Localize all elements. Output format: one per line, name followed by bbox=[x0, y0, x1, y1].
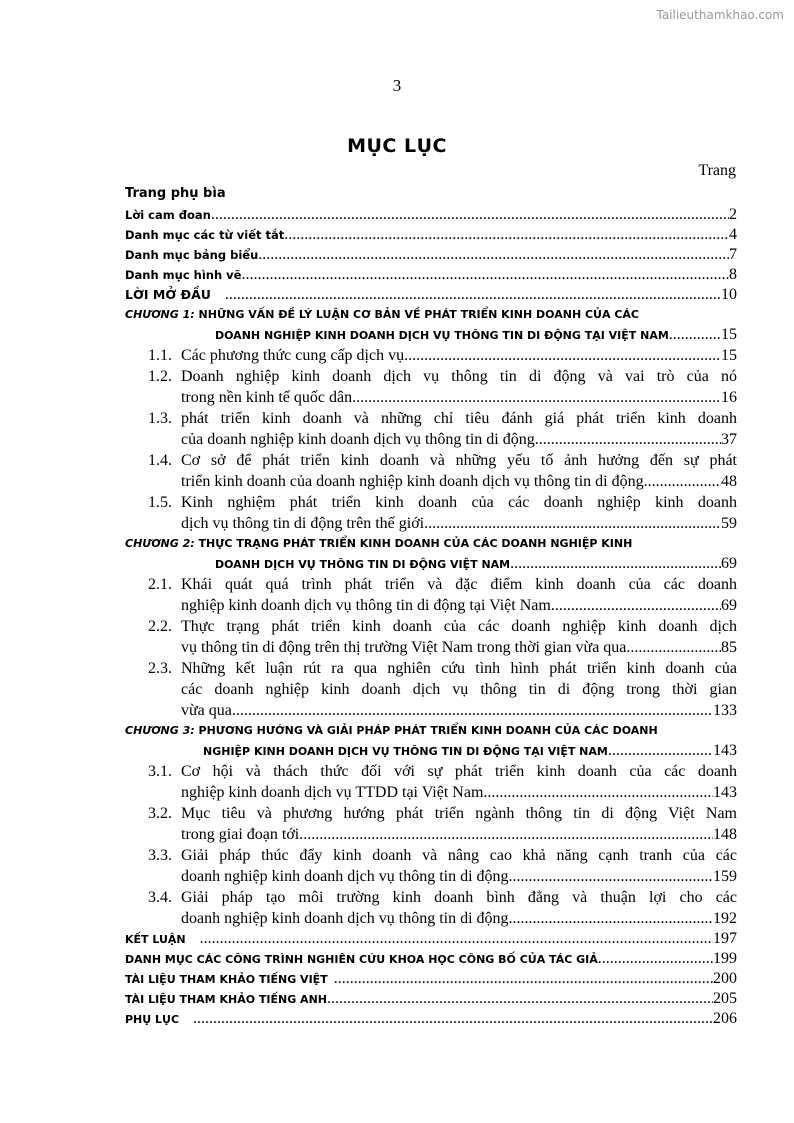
toc-entry-page: 10 bbox=[721, 286, 737, 303]
section-title-continued: doanh nghiệp kinh doanh dịch vụ thông tin di động bbox=[181, 910, 509, 927]
toc-entry-title: TÀI LIỆU THAM KHẢO TIẾNG ANH bbox=[125, 993, 327, 1006]
toc-entry-page: 48 bbox=[721, 473, 737, 490]
section-title-continued: các doanh nghiệp kinh doanh dịch vụ thông tin di động trong thời gian bbox=[181, 681, 737, 698]
watermark: Tailieuthamkhao.com bbox=[656, 8, 784, 22]
toc-entry-page: 200 bbox=[713, 970, 737, 987]
section-3-3[interactable] bbox=[148, 845, 737, 887]
dot-leader bbox=[669, 325, 721, 345]
dot-leader bbox=[509, 908, 713, 929]
toc-entry-page: 143 bbox=[713, 784, 737, 801]
section-title-continued: doanh nghiệp kinh doanh dịch vụ thông tin di động bbox=[181, 868, 509, 885]
section-number: 2.2. bbox=[148, 618, 172, 635]
toc-entry-page: 206 bbox=[713, 1010, 737, 1027]
toc-entry-title: Danh mục hình vẽ bbox=[125, 268, 242, 282]
toc-entry-page: 85 bbox=[721, 639, 737, 656]
dot-leader bbox=[334, 969, 713, 989]
section-title: Khái quát quá trình phát triển và đặc điểm kinh doanh của các doanh bbox=[181, 576, 737, 593]
toc-entry-page: 15 bbox=[721, 326, 737, 343]
toc-entry-title: LỜI MỞ ĐẦU bbox=[125, 287, 211, 302]
chapter-title-line: DOANH DỊCH VỤ THÔNG TIN DI ĐỘNG VIỆT NAM bbox=[215, 558, 511, 571]
toc-entry-page: 69 bbox=[721, 555, 737, 572]
dot-leader bbox=[352, 387, 721, 408]
toc-entry-page: 16 bbox=[721, 389, 737, 406]
section-number: 1.2. bbox=[148, 368, 172, 385]
dot-leader bbox=[299, 824, 713, 845]
section-number: 2.1. bbox=[148, 576, 172, 593]
section-2-2[interactable] bbox=[148, 616, 737, 658]
chapter-label: CHƯƠNG 1: bbox=[125, 308, 195, 321]
toc-entry-page: 133 bbox=[713, 702, 737, 719]
dot-leader bbox=[211, 205, 729, 225]
toc-entry-page: 199 bbox=[713, 950, 737, 967]
section-title-continued: nghiệp kinh doanh dịch vụ thông tin di động tại Việt Nam bbox=[181, 597, 551, 614]
section-title-continued: triển kinh doanh của doanh nghiệp kinh doanh dịch vụ thông tin di động bbox=[181, 473, 644, 490]
section-title-continued: dịch vụ thông tin di động trên thế giới bbox=[181, 515, 425, 532]
dot-leader bbox=[535, 429, 721, 450]
toc-entry-title: KẾT LUẬN bbox=[125, 933, 186, 946]
section-title: Thực trạng phát triển kinh doanh của các doanh nghiệp kinh doanh dịch bbox=[181, 618, 737, 635]
toc-entry-figures[interactable] bbox=[125, 265, 737, 285]
toc-entry-title: PHỤ LỤC bbox=[125, 1013, 180, 1026]
toc-entry-page: 7 bbox=[729, 246, 737, 263]
section-number: 2.3. bbox=[148, 660, 172, 677]
chapter-label: CHƯƠNG 2: bbox=[125, 537, 195, 550]
chapter-label: CHƯƠNG 3: bbox=[125, 724, 195, 737]
table-of-contents bbox=[125, 183, 737, 1029]
section-2-1[interactable] bbox=[148, 574, 737, 616]
chapter-title-line: DOANH NGHIỆP KINH DOANH DỊCH VỤ THÔNG TIN DI ĐỘNG TẠI VIỆT NAM bbox=[215, 329, 669, 342]
dot-leader bbox=[424, 513, 721, 534]
section-title: Mục tiêu và phương hướng phát triển ngành thông tin di động Việt Nam bbox=[181, 805, 737, 822]
toc-entry-title: DANH MỤC CÁC CÔNG TRÌNH NGHIÊN CỨU KHOA HỌC CÔNG BỐ CỦA TÁC GIẢ bbox=[125, 953, 598, 966]
page-title: MỤC LỤC bbox=[347, 135, 447, 157]
section-1-4[interactable] bbox=[148, 450, 737, 492]
toc-entry-title: Lời cam đoan bbox=[125, 208, 211, 222]
cover-page-entry: Trang phụ bìa bbox=[125, 186, 226, 201]
chapter-2-heading[interactable] bbox=[125, 534, 737, 574]
toc-entry-appendix[interactable] bbox=[125, 1009, 737, 1029]
section-number: 3.2. bbox=[148, 805, 172, 822]
section-title: Giải pháp thúc đẩy kinh doanh và nâng cao khả năng cạnh tranh của các bbox=[181, 847, 737, 864]
toc-entry-references-en[interactable] bbox=[125, 989, 737, 1009]
dot-leader bbox=[608, 741, 713, 761]
section-title: phát triển kinh doanh và những chỉ tiêu đánh giá phát triển kinh doanh bbox=[181, 410, 737, 427]
chapter-title-line: THỰC TRẠNG PHÁT TRIỂN KINH DOANH CỦA CÁC DOANH NGHIỆP KINH bbox=[198, 537, 633, 550]
dot-leader bbox=[193, 1009, 713, 1029]
chapter-title-line: PHƯƠNG HƯỚNG VÀ GIẢI PHÁP PHÁT TRIỂN KINH DOANH CỦA CÁC DOANH bbox=[198, 724, 658, 737]
dot-leader bbox=[284, 225, 729, 245]
toc-entry-page: 15 bbox=[721, 347, 737, 364]
section-title: Kinh nghiệm phát triển kinh doanh của các doanh nghiệp kinh doanh bbox=[181, 494, 737, 511]
dot-leader bbox=[404, 345, 721, 366]
chapter-1-heading[interactable] bbox=[125, 305, 737, 345]
chapter-title-line: NHỮNG VẤN ĐỀ LÝ LUẬN CƠ BẢN VỀ PHÁT TRIỂN KINH DOANH CỦA CÁC bbox=[198, 308, 639, 321]
section-title: Doanh nghiệp kinh doanh dịch vụ thông tin di động và vai trò của nó bbox=[181, 368, 737, 385]
page-column-label: Trang bbox=[698, 162, 736, 179]
toc-entry-references-vn[interactable] bbox=[125, 969, 737, 989]
section-title: Các phương thức cung cấp dịch vụ bbox=[181, 347, 405, 364]
toc-entry-page: 159 bbox=[713, 868, 737, 885]
toc-entry-title: Danh mục bảng biểu bbox=[125, 248, 259, 262]
section-3-1[interactable] bbox=[148, 761, 737, 803]
toc-entry-publications[interactable] bbox=[125, 949, 737, 969]
section-1-2[interactable] bbox=[148, 366, 737, 408]
section-1-3[interactable] bbox=[148, 408, 737, 450]
dot-leader bbox=[232, 700, 713, 721]
section-title-continued: vừa qua bbox=[181, 702, 232, 719]
section-title-continued: vụ thông tin di động trên thị trường Việt Nam trong thời gian vừa qua bbox=[181, 639, 627, 656]
chapter-title-line: NGHIỆP KINH DOANH DỊCH VỤ THÔNG TIN DI ĐỘNG TẠI VIỆT NAM bbox=[203, 745, 608, 758]
toc-entry-introduction[interactable] bbox=[125, 285, 737, 305]
toc-entry-abbreviations[interactable] bbox=[125, 225, 737, 245]
section-number: 1.3. bbox=[148, 410, 172, 427]
dot-leader bbox=[483, 782, 713, 803]
dot-leader bbox=[327, 989, 713, 1009]
dot-leader bbox=[509, 866, 713, 887]
section-1-1[interactable] bbox=[148, 345, 737, 366]
toc-entry-page: 197 bbox=[713, 930, 737, 947]
section-title: Giải pháp tạo môi trường kinh doanh bình đẳng và thuận lợi cho các bbox=[181, 889, 737, 906]
toc-entry-title: TÀI LIỆU THAM KHẢO TIẾNG VIỆT bbox=[125, 973, 328, 986]
section-3-2[interactable] bbox=[148, 803, 737, 845]
section-title-continued: trong giai đoạn tới bbox=[181, 826, 300, 843]
section-number: 3.1. bbox=[148, 763, 172, 780]
dot-leader bbox=[551, 595, 721, 616]
section-number: 1.5. bbox=[148, 494, 172, 511]
section-title-continued: nghiệp kinh doanh dịch vụ TTDD tại Việt Nam bbox=[181, 784, 484, 801]
page-number: 3 bbox=[392, 76, 402, 95]
section-number: 1.4. bbox=[148, 452, 172, 469]
toc-entry-page: 205 bbox=[713, 990, 737, 1007]
section-title: Những kết luận rút ra qua nghiên cứu tình hình phát triển kinh doanh của bbox=[181, 660, 737, 677]
dot-leader bbox=[241, 265, 729, 285]
toc-entry-title: Danh mục các từ viết tắt bbox=[125, 228, 285, 242]
chapter-3-heading[interactable] bbox=[125, 721, 737, 761]
toc-entry-declaration[interactable] bbox=[125, 205, 737, 225]
toc-entry-page: 4 bbox=[729, 226, 737, 243]
section-1-5[interactable] bbox=[148, 492, 737, 534]
section-title: Cơ hội và thách thức đối với sự phát triển kinh doanh của các doanh bbox=[181, 763, 737, 780]
toc-entry-page: 148 bbox=[713, 826, 737, 843]
dot-leader bbox=[200, 929, 713, 949]
toc-entry-page: 69 bbox=[721, 597, 737, 614]
toc-entry-page: 2 bbox=[729, 206, 737, 223]
toc-entry-page: 143 bbox=[713, 742, 737, 759]
dot-leader bbox=[510, 554, 721, 574]
toc-entry-page: 8 bbox=[729, 266, 737, 283]
section-title-continued: trong nền kinh tế quốc dân bbox=[181, 389, 353, 406]
toc-entry-conclusion[interactable] bbox=[125, 929, 737, 949]
section-title-continued: của doanh nghiệp kinh doanh dịch vụ thông tin di động bbox=[181, 431, 535, 448]
toc-entry-page: 37 bbox=[721, 431, 737, 448]
section-number: 1.1. bbox=[148, 347, 172, 364]
dot-leader bbox=[598, 949, 713, 969]
dot-leader bbox=[644, 471, 721, 492]
dot-leader bbox=[626, 637, 721, 658]
section-number: 3.4. bbox=[148, 889, 172, 906]
section-title: Cơ sở để phát triển kinh doanh và những yếu tố ảnh hưởng đến sự phát bbox=[181, 452, 737, 469]
section-number: 3.3. bbox=[148, 847, 172, 864]
dot-leader bbox=[258, 245, 729, 265]
section-3-4[interactable] bbox=[148, 887, 737, 929]
toc-entry-tables[interactable] bbox=[125, 245, 737, 265]
toc-entry-page: 192 bbox=[713, 910, 737, 927]
section-2-3[interactable] bbox=[148, 658, 737, 721]
dot-leader bbox=[225, 285, 721, 305]
toc-entry-page: 59 bbox=[721, 515, 737, 532]
